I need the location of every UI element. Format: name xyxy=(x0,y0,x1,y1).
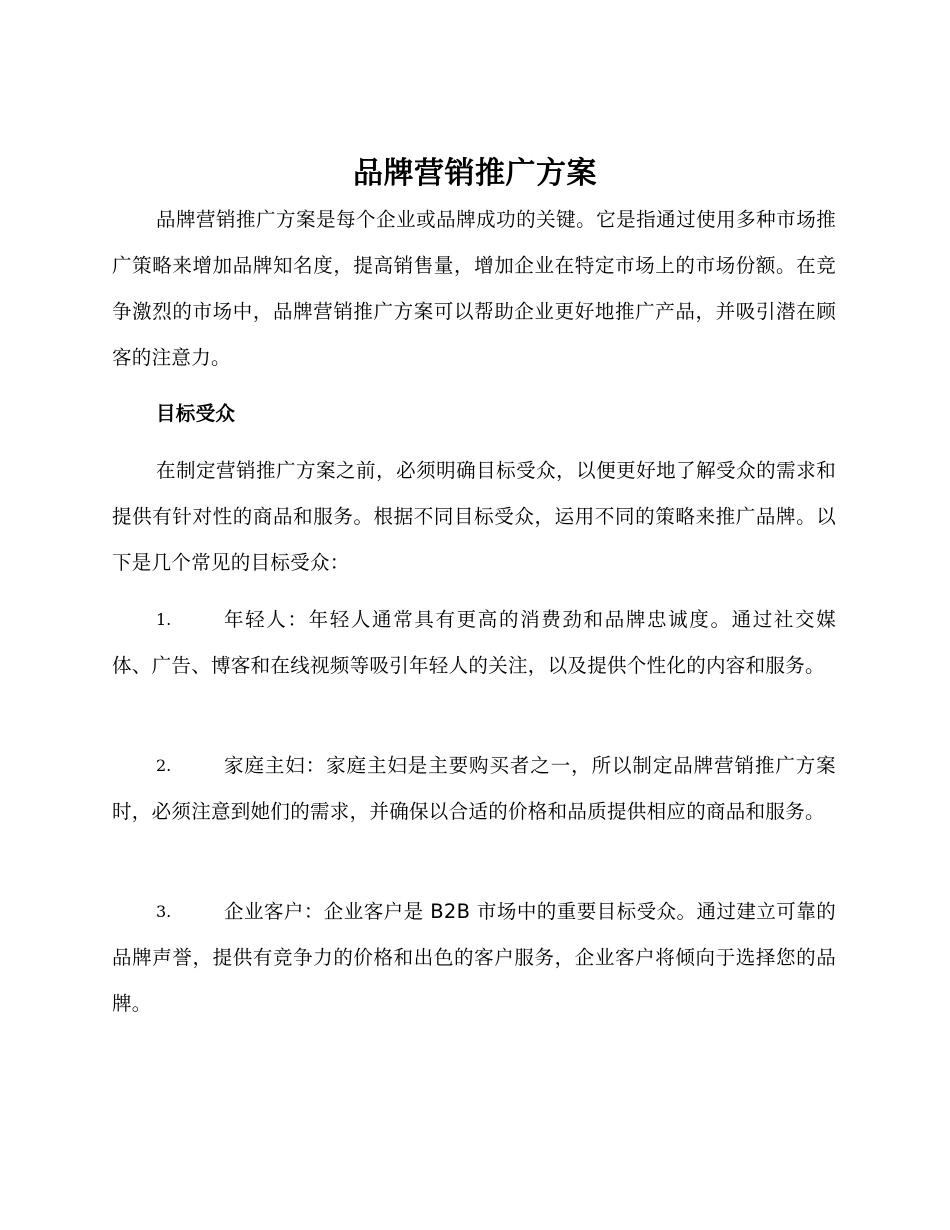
intro-paragraph: 品牌营销推广方案是每个企业或品牌成功的关键。它是指通过使用多种市场推广策略来增加品牌知名度，提高销售量，增加企业在特定市场上的市场份额。在竞争激烈的市场中，品牌营销推广方案可以帮助企业更好地推广产品，并吸引潜在顾客的注意力。 xyxy=(112,208,836,369)
list-item-number: 3. xyxy=(156,902,172,921)
list-item-text: 企业客户：企业客户是 B2B 市场中的重要目标受众。通过建立可靠的品牌声誉，提供有竞争力的价格和出色的客户服务，企业客户将倾向于选择您的品牌。 xyxy=(112,900,836,1015)
section-intro-paragraph: 在制定营销推广方案之前，必须明确目标受众，以便更好地了解受众的需求和提供有针对性的商品和服务。根据不同目标受众，运用不同的策略来推广品牌。以下是几个常见的目标受众： xyxy=(112,459,836,574)
list-item-number: 2. xyxy=(156,756,172,775)
list-item-number: 1. xyxy=(156,610,172,629)
list-item-text: 家庭主妇：家庭主妇是主要购买者之一，所以制定品牌营销推广方案时，必须注意到她们的需求，并确保以合适的价格和品质提供相应的商品和服务。 xyxy=(112,754,836,823)
document-title: 品牌营销推广方案 xyxy=(353,156,597,191)
section-heading: 目标受众 xyxy=(156,402,236,425)
list-item-text: 年轻人：年轻人通常具有更高的消费劲和品牌忠诚度。通过社交媒体、广告、博客和在线视频等吸引年轻人的关注，以及提供个性化的内容和服务。 xyxy=(112,608,836,677)
